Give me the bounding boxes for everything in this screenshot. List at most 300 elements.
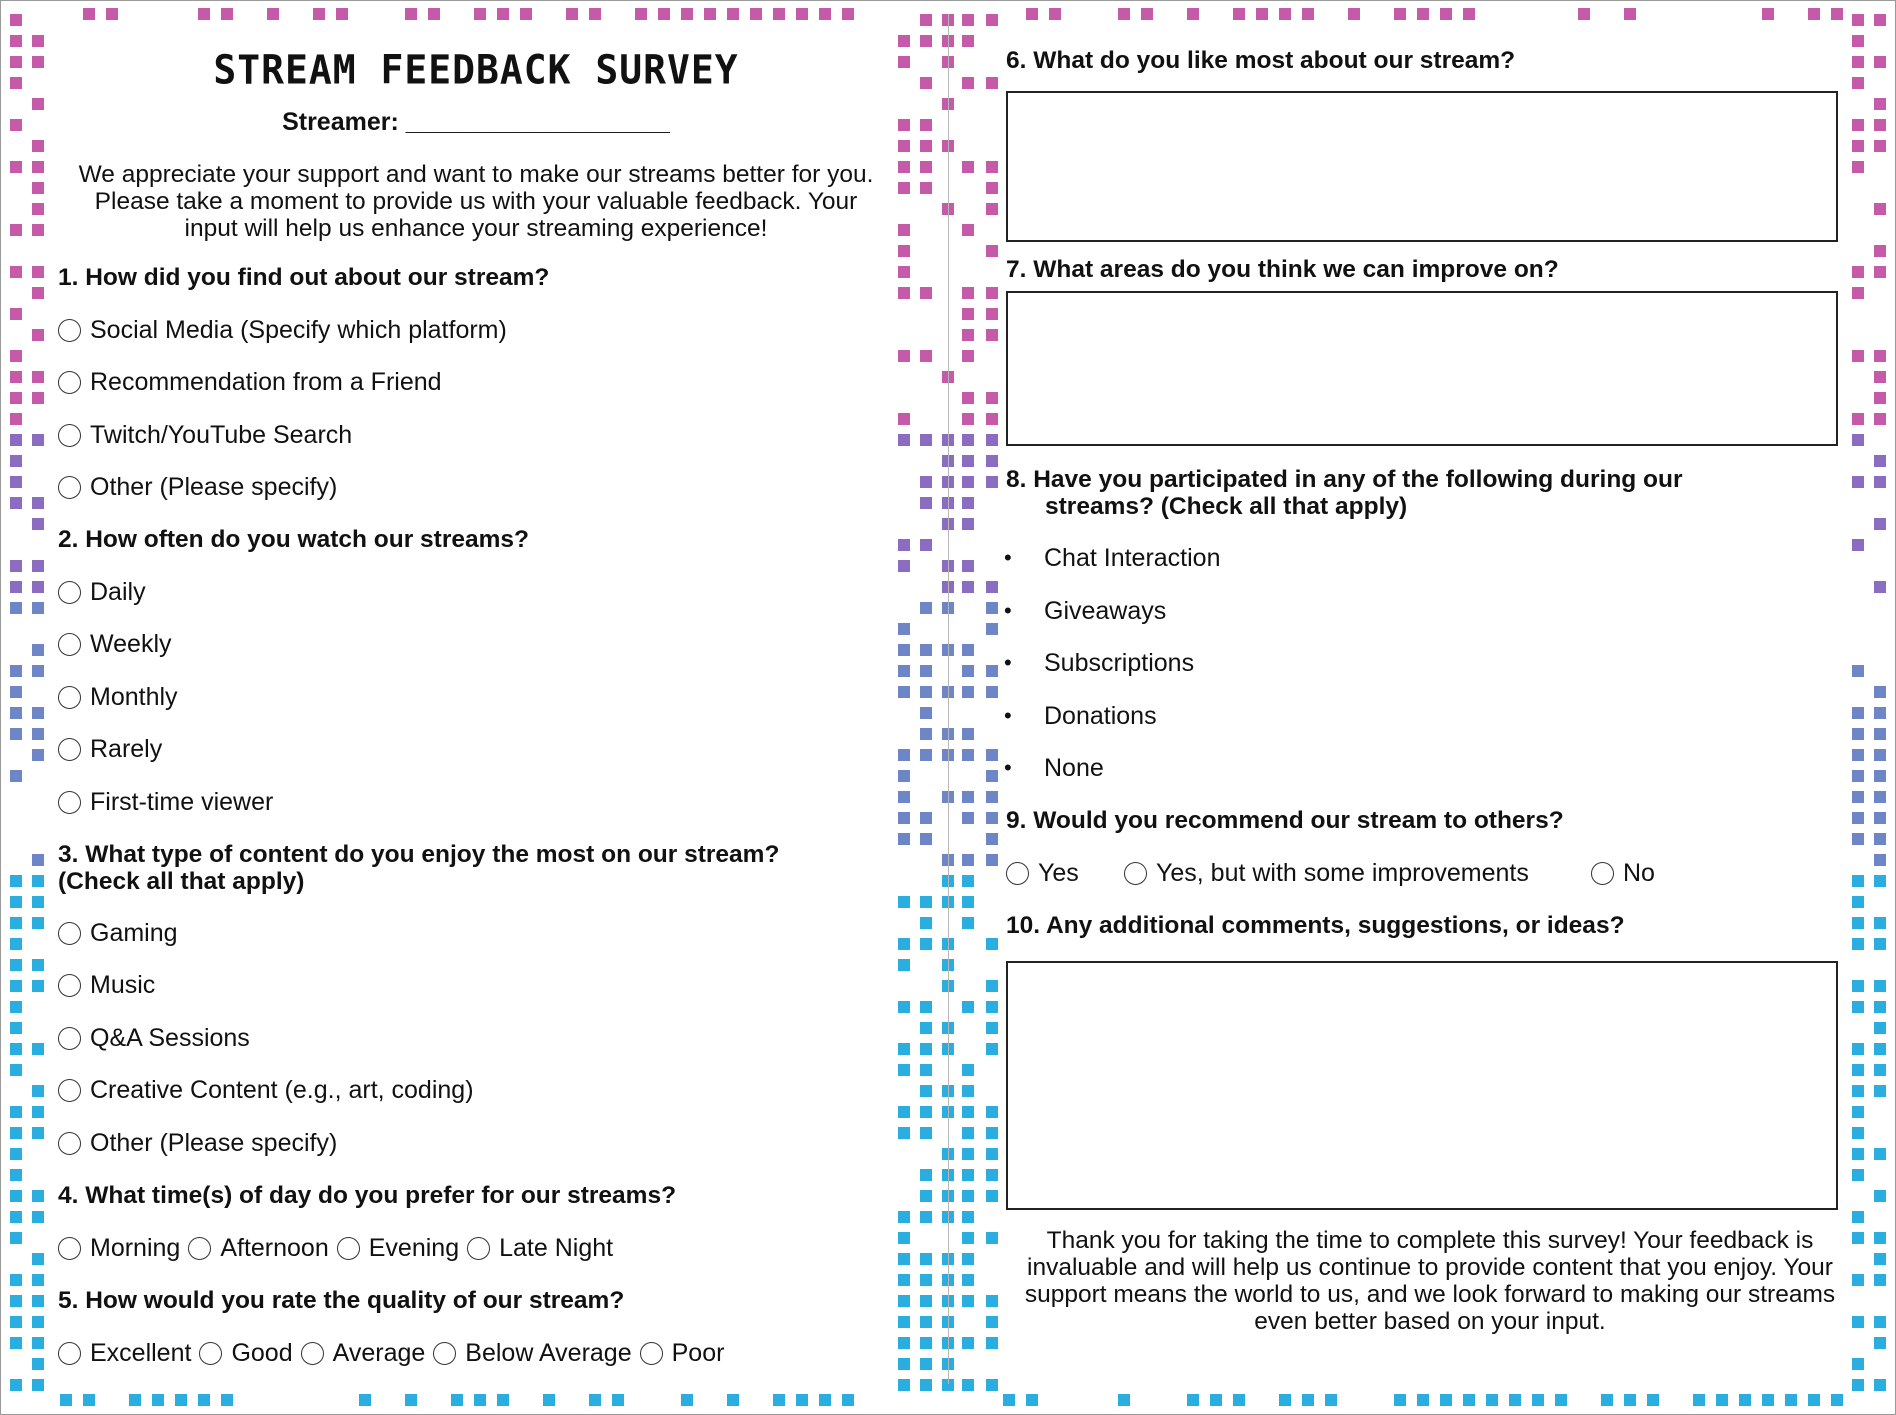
q2-option-monthly[interactable]: Monthly	[58, 680, 178, 714]
question-7: 7. What areas do you think we can improve on?	[1006, 256, 1559, 283]
q4-option-evening[interactable]: Evening	[368, 1233, 460, 1262]
q6-answer-box[interactable]	[1006, 91, 1838, 242]
pixel-square	[1874, 476, 1886, 488]
pixel-square	[32, 1043, 44, 1055]
pixel-square	[898, 434, 910, 446]
pixel-square	[267, 8, 279, 20]
pixel-square	[962, 161, 974, 173]
pixel-square	[1852, 476, 1864, 488]
pixel-square	[32, 1253, 44, 1265]
pixel-square	[750, 8, 762, 20]
pixel-square	[313, 8, 325, 20]
pixel-square	[986, 455, 998, 467]
q1-option-friend[interactable]: Recommendation from a Friend	[58, 365, 442, 399]
pixel-square	[920, 602, 932, 614]
question-6: 6. What do you like most about our stream?	[1006, 47, 1516, 74]
q8-option-donations[interactable]: • Donations	[1004, 701, 1157, 730]
radio-icon[interactable]	[58, 633, 81, 656]
pixel-square	[962, 434, 974, 446]
pixel-square	[898, 1127, 910, 1139]
pixel-square	[1601, 1394, 1613, 1406]
pixel-square	[10, 770, 22, 782]
pixel-square	[1852, 1085, 1864, 1097]
pixel-square	[1874, 56, 1886, 68]
pixel-square	[920, 287, 932, 299]
pixel-square	[1210, 1394, 1222, 1406]
pixel-square	[1233, 1394, 1245, 1406]
pixel-square	[920, 182, 932, 194]
pixel-square	[543, 1394, 555, 1406]
pixel-square	[1874, 1316, 1886, 1328]
pixel-square	[1874, 770, 1886, 782]
radio-icon[interactable]	[58, 1132, 81, 1155]
radio-icon[interactable]	[58, 1027, 81, 1050]
pixel-square	[1739, 1394, 1751, 1406]
pixel-square	[898, 938, 910, 950]
pixel-square	[32, 1127, 44, 1139]
radio-icon[interactable]	[640, 1342, 663, 1365]
pixel-square	[1852, 938, 1864, 950]
pixel-square	[898, 182, 910, 194]
pixel-square	[10, 161, 22, 173]
pixel-square	[10, 392, 22, 404]
pixel-square	[1874, 1085, 1886, 1097]
pixel-square	[986, 812, 998, 824]
pixel-square	[1874, 791, 1886, 803]
pixel-square	[10, 1295, 22, 1307]
pixel-square	[898, 1358, 910, 1370]
pixel-square	[1874, 245, 1886, 257]
question-8-line2: streams? (Check all that apply)	[1045, 493, 1408, 520]
pixel-square	[920, 1169, 932, 1181]
pixel-square	[1394, 1394, 1406, 1406]
pixel-square	[920, 1043, 932, 1055]
streamer-name-field[interactable]: Streamer: ___________________	[282, 108, 670, 136]
pixel-square	[1141, 8, 1153, 20]
pixel-square	[1874, 1043, 1886, 1055]
pixel-square	[1852, 728, 1864, 740]
pixel-square	[1852, 1232, 1864, 1244]
pixel-square	[920, 119, 932, 131]
pixel-square	[704, 8, 716, 20]
pixel-square	[1003, 1394, 1015, 1406]
pixel-square	[962, 875, 974, 887]
pixel-square	[962, 854, 974, 866]
pixel-square	[920, 1337, 932, 1349]
pixel-square	[986, 1169, 998, 1181]
pixel-square	[32, 1337, 44, 1349]
pixel-square	[10, 371, 22, 383]
pixel-square	[32, 329, 44, 341]
pixel-square	[428, 8, 440, 20]
q8-option-chat[interactable]: • Chat Interaction	[1004, 543, 1221, 572]
pixel-square	[962, 14, 974, 26]
pixel-square	[898, 1295, 910, 1307]
pixel-square	[1852, 1106, 1864, 1118]
pixel-square	[32, 665, 44, 677]
pixel-square	[32, 749, 44, 761]
pixel-square	[359, 1394, 371, 1406]
radio-icon[interactable]	[58, 1079, 81, 1102]
pixel-square	[1852, 413, 1864, 425]
pixel-square	[10, 959, 22, 971]
pixel-square	[1716, 1394, 1728, 1406]
pixel-square	[1509, 1394, 1521, 1406]
pixel-square	[10, 1337, 22, 1349]
pixel-square	[1874, 140, 1886, 152]
pixel-square	[1852, 812, 1864, 824]
pixel-square	[32, 434, 44, 446]
pixel-square	[10, 602, 22, 614]
pixel-square	[920, 14, 932, 26]
question-3-line1: 3. What type of content do you enjoy the most on our stream?	[58, 841, 780, 868]
pixel-square	[962, 812, 974, 824]
q3-option-gaming[interactable]: Gaming	[58, 916, 178, 950]
pixel-square	[986, 791, 998, 803]
pixel-square	[962, 224, 974, 236]
pixel-square	[10, 224, 22, 236]
pixel-square	[1852, 1127, 1864, 1139]
pixel-square	[796, 8, 808, 20]
pixel-square	[962, 560, 974, 572]
pixel-square	[920, 1106, 932, 1118]
pixel-square	[10, 1274, 22, 1286]
pixel-square	[1440, 8, 1452, 20]
pixel-square	[986, 182, 998, 194]
pixel-square	[32, 392, 44, 404]
pixel-square	[10, 476, 22, 488]
pixel-square	[986, 1106, 998, 1118]
pixel-square	[898, 1316, 910, 1328]
pixel-square	[986, 77, 998, 89]
q10-answer-box[interactable]	[1006, 961, 1838, 1210]
pixel-square	[898, 896, 910, 908]
radio-icon[interactable]	[58, 319, 81, 342]
q3-option-qa[interactable]: Q&A Sessions	[58, 1021, 250, 1055]
pixel-square	[1578, 8, 1590, 20]
pixel-square	[920, 476, 932, 488]
radio-icon[interactable]	[58, 791, 81, 814]
pixel-square	[1852, 350, 1864, 362]
q4-option-afternoon[interactable]: Afternoon	[220, 1233, 329, 1262]
pixel-square	[221, 8, 233, 20]
pixel-square	[10, 1211, 22, 1223]
pixel-square	[1874, 350, 1886, 362]
pixel-square	[405, 1394, 417, 1406]
pixel-square	[920, 1379, 932, 1391]
pixel-square	[32, 917, 44, 929]
pixel-square	[898, 266, 910, 278]
pixel-square	[986, 1022, 998, 1034]
pixel-square	[1463, 1394, 1475, 1406]
radio-icon[interactable]	[58, 1237, 81, 1260]
pixel-square	[1279, 8, 1291, 20]
pixel-square	[986, 203, 998, 215]
pixel-square	[962, 1064, 974, 1076]
pixel-square	[32, 728, 44, 740]
pixel-square	[920, 1190, 932, 1202]
pixel-square	[1852, 1148, 1864, 1160]
pixel-square	[898, 287, 910, 299]
pixel-square	[336, 8, 348, 20]
pixel-square	[1852, 896, 1864, 908]
pixel-square	[898, 539, 910, 551]
pixel-square	[60, 1394, 72, 1406]
pixel-square	[1874, 707, 1886, 719]
pixel-square	[1187, 8, 1199, 20]
pixel-square	[986, 1232, 998, 1244]
pixel-square	[1874, 203, 1886, 215]
pixel-square	[10, 1022, 22, 1034]
pixel-square	[1852, 707, 1864, 719]
pixel-square	[1394, 8, 1406, 20]
pixel-square	[10, 707, 22, 719]
q5-option-average[interactable]: Average	[332, 1338, 426, 1367]
pixel-square	[962, 1253, 974, 1265]
pixel-square	[152, 1394, 164, 1406]
radio-icon[interactable]	[199, 1342, 222, 1365]
pixel-square	[986, 980, 998, 992]
pixel-square	[962, 728, 974, 740]
pixel-square	[920, 812, 932, 824]
pixel-square	[32, 1295, 44, 1307]
pixel-square	[1874, 854, 1886, 866]
pixel-square	[32, 707, 44, 719]
pixel-square	[1486, 1394, 1498, 1406]
pixel-square	[1874, 1190, 1886, 1202]
fold-line	[948, 14, 949, 1384]
pixel-square	[920, 707, 932, 719]
q7-answer-box[interactable]	[1006, 291, 1838, 446]
pixel-square	[106, 8, 118, 20]
pixel-square	[986, 161, 998, 173]
radio-icon[interactable]	[467, 1237, 490, 1260]
question-10: 10. Any additional comments, suggestions, or ideas?	[1006, 912, 1625, 939]
radio-icon[interactable]	[58, 922, 81, 945]
radio-icon[interactable]	[58, 424, 81, 447]
pixel-square	[920, 1253, 932, 1265]
pixel-square	[898, 1001, 910, 1013]
pixel-square	[1852, 1274, 1864, 1286]
pixel-square	[10, 1232, 22, 1244]
pixel-square	[920, 35, 932, 47]
pixel-square	[962, 1169, 974, 1181]
q9-option-yes-improvements[interactable]: Yes, but with some improvements	[1124, 856, 1529, 890]
q8-option-none[interactable]: • None	[1004, 753, 1104, 782]
pixel-square	[1785, 1394, 1797, 1406]
radio-icon[interactable]	[433, 1342, 456, 1365]
pixel-square	[32, 602, 44, 614]
question-8-line1: 8. Have you participated in any of the following during our	[1006, 466, 1683, 493]
pixel-square	[10, 1169, 22, 1181]
q5-option-below-average[interactable]: Below Average	[465, 1338, 632, 1367]
pixel-square	[32, 161, 44, 173]
pixel-square	[898, 749, 910, 761]
pixel-square	[962, 1148, 974, 1160]
pixel-square	[898, 959, 910, 971]
pixel-square	[32, 1190, 44, 1202]
pixel-square	[10, 1001, 22, 1013]
pixel-square	[474, 8, 486, 20]
q4-option-morning[interactable]: Morning	[90, 1233, 181, 1262]
pixel-square	[1463, 8, 1475, 20]
pixel-square	[1874, 119, 1886, 131]
pixel-square	[962, 455, 974, 467]
pixel-square	[1874, 1379, 1886, 1391]
pixel-square	[1118, 1394, 1130, 1406]
pixel-square	[1874, 14, 1886, 26]
radio-icon[interactable]	[301, 1342, 324, 1365]
pixel-square	[10, 1379, 22, 1391]
pixel-square	[1831, 8, 1843, 20]
pixel-square	[962, 686, 974, 698]
pixel-square	[898, 35, 910, 47]
pixel-square	[986, 392, 998, 404]
q2-option-first-time[interactable]: First-time viewer	[58, 785, 273, 819]
q2-option-weekly[interactable]: Weekly	[58, 627, 172, 661]
pixel-square	[198, 1394, 210, 1406]
pixel-square	[920, 161, 932, 173]
radio-icon[interactable]	[1006, 862, 1029, 885]
pixel-square	[10, 266, 22, 278]
radio-icon[interactable]	[58, 1342, 81, 1365]
pixel-square	[920, 1022, 932, 1034]
q5-option-excellent[interactable]: Excellent	[90, 1338, 192, 1367]
pixel-square	[1417, 1394, 1429, 1406]
pixel-square	[920, 833, 932, 845]
pixel-square	[10, 308, 22, 320]
pixel-square	[1852, 35, 1864, 47]
pixel-square	[497, 1394, 509, 1406]
pixel-square	[962, 35, 974, 47]
q8-option-giveaways[interactable]: • Giveaways	[1004, 596, 1167, 625]
pixel-square	[1187, 1394, 1199, 1406]
pixel-square	[10, 35, 22, 47]
radio-icon[interactable]	[58, 371, 81, 394]
radio-icon[interactable]	[337, 1237, 360, 1260]
pixel-square	[1624, 8, 1636, 20]
pixel-square	[1852, 1358, 1864, 1370]
pixel-square	[986, 665, 998, 677]
pixel-square	[986, 1316, 998, 1328]
pixel-square	[962, 308, 974, 320]
pixel-square	[986, 245, 998, 257]
pixel-square	[1874, 455, 1886, 467]
pixel-square	[10, 1316, 22, 1328]
pixel-square	[962, 1127, 974, 1139]
pixel-square	[898, 791, 910, 803]
pixel-square	[1852, 1064, 1864, 1076]
radio-icon[interactable]	[58, 686, 81, 709]
pixel-square	[32, 371, 44, 383]
pixel-square	[898, 245, 910, 257]
pixel-square	[898, 161, 910, 173]
q1-option-search[interactable]: Twitch/YouTube Search	[58, 418, 352, 452]
question-9: 9. Would you recommend our stream to others?	[1006, 807, 1564, 834]
pixel-square	[962, 1001, 974, 1013]
pixel-square	[1233, 8, 1245, 20]
q1-option-social-media[interactable]: Social Media (Specify which platform)	[58, 313, 507, 347]
pixel-square	[10, 875, 22, 887]
pixel-square	[10, 896, 22, 908]
pixel-square	[986, 770, 998, 782]
q9-option-yes[interactable]: Yes	[1006, 856, 1079, 890]
pixel-square	[986, 308, 998, 320]
radio-icon[interactable]	[58, 581, 81, 604]
pixel-square	[1852, 1043, 1864, 1055]
radio-icon[interactable]	[58, 738, 81, 761]
pixel-square	[986, 329, 998, 341]
q2-option-rarely[interactable]: Rarely	[58, 732, 162, 766]
pixel-square	[1852, 980, 1864, 992]
pixel-square	[1852, 287, 1864, 299]
pixel-square	[32, 875, 44, 887]
pixel-square	[32, 35, 44, 47]
q4-option-late-night[interactable]: Late Night	[499, 1233, 614, 1262]
radio-icon[interactable]	[188, 1237, 211, 1260]
q3-option-other[interactable]: Other (Please specify)	[58, 1126, 337, 1160]
pixel-square	[10, 686, 22, 698]
pixel-square	[986, 476, 998, 488]
pixel-square	[986, 938, 998, 950]
pixel-square	[10, 917, 22, 929]
pixel-square	[986, 749, 998, 761]
pixel-square	[1874, 1232, 1886, 1244]
pixel-square	[10, 434, 22, 446]
q5-option-good[interactable]: Good	[231, 1338, 293, 1367]
pixel-square	[962, 917, 974, 929]
radio-icon[interactable]	[1591, 862, 1614, 885]
pixel-square	[898, 1253, 910, 1265]
pixel-square	[1852, 1316, 1864, 1328]
pixel-square	[898, 1064, 910, 1076]
pixel-square	[1693, 1394, 1705, 1406]
bullet-icon: •	[1004, 703, 1012, 728]
pixel-square	[986, 1295, 998, 1307]
q9-option-no[interactable]: No	[1591, 856, 1655, 890]
pixel-square	[920, 686, 932, 698]
pixel-square	[1874, 413, 1886, 425]
pixel-square	[1049, 8, 1061, 20]
pixel-square	[566, 8, 578, 20]
pixel-square	[1852, 665, 1864, 677]
pixel-square	[589, 1394, 601, 1406]
pixel-square	[986, 1337, 998, 1349]
q3-option-creative[interactable]: Creative Content (e.g., art, coding)	[58, 1073, 474, 1107]
pixel-square	[1874, 812, 1886, 824]
pixel-square	[1852, 1001, 1864, 1013]
q3-option-music[interactable]: Music	[58, 968, 155, 1002]
pixel-square	[962, 1379, 974, 1391]
pixel-square	[1852, 161, 1864, 173]
pixel-square	[962, 791, 974, 803]
pixel-square	[1852, 1169, 1864, 1181]
radio-icon[interactable]	[58, 476, 81, 499]
pixel-square	[962, 1274, 974, 1286]
q8-option-subscriptions[interactable]: • Subscriptions	[1004, 648, 1195, 677]
q5-option-poor[interactable]: Poor	[671, 1338, 725, 1367]
radio-icon[interactable]	[58, 974, 81, 997]
pixel-square	[1852, 875, 1864, 887]
pixel-square	[32, 1316, 44, 1328]
pixel-square	[32, 182, 44, 194]
q1-option-other[interactable]: Other (Please specify)	[58, 470, 337, 504]
q2-option-daily[interactable]: Daily	[58, 575, 146, 609]
pixel-square	[1831, 1394, 1843, 1406]
pixel-square	[1532, 1394, 1544, 1406]
pixel-square	[920, 140, 932, 152]
radio-icon[interactable]	[1124, 862, 1147, 885]
